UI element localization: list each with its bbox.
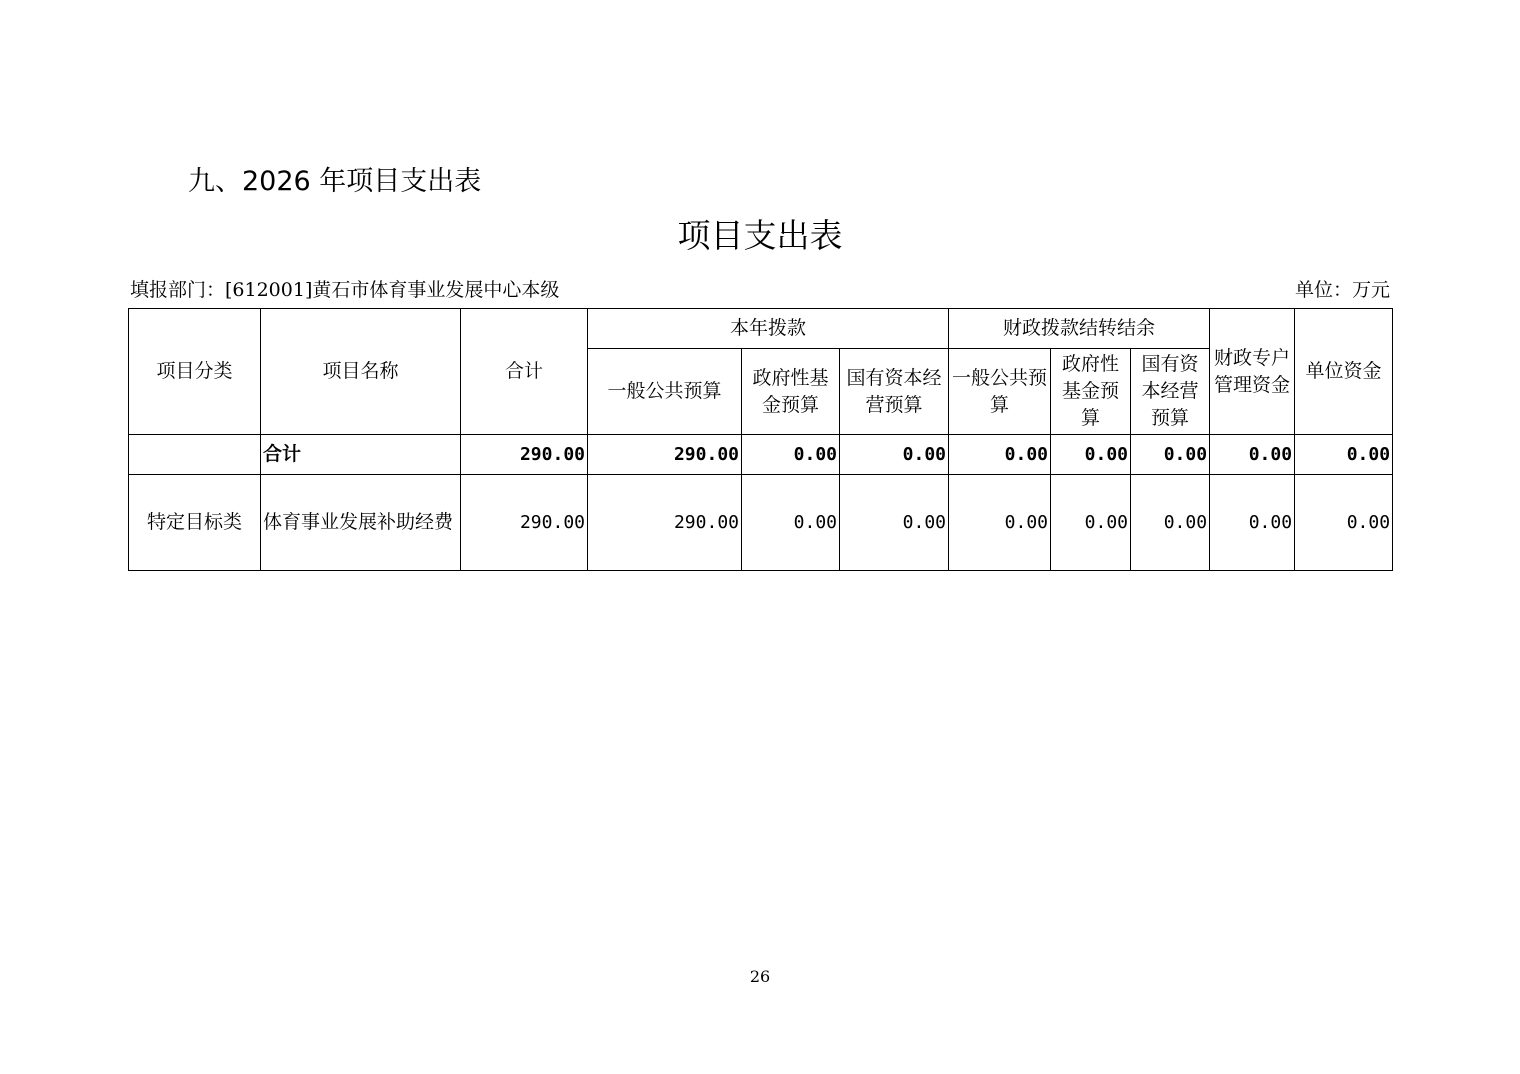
header-state-capital-budget: 国有资本经营预算 bbox=[840, 349, 949, 435]
header-name: 项目名称 bbox=[261, 309, 461, 435]
header-total: 合计 bbox=[461, 309, 588, 435]
header-category: 项目分类 bbox=[129, 309, 261, 435]
header-gov-fund-budget: 政府性基金预算 bbox=[742, 349, 840, 435]
header-carry-state-capital-budget: 国有资本经营预算 bbox=[1131, 349, 1210, 435]
header-unit-fund: 单位资金 bbox=[1295, 309, 1393, 435]
header-current-allocation: 本年拨款 bbox=[588, 309, 949, 349]
total-category-cell bbox=[129, 435, 261, 475]
row-category: 特定目标类 bbox=[129, 475, 261, 571]
project-expenditure-table bbox=[128, 308, 1393, 571]
row-value-carry-gov-fund-budget: 0.00 bbox=[1051, 475, 1131, 571]
total-label: 合计 bbox=[261, 435, 461, 475]
row-value-state-capital-budget: 0.00 bbox=[840, 475, 949, 571]
header-carry-general-budget: 一般公共预算 bbox=[949, 349, 1051, 435]
row-value-total: 290.00 bbox=[461, 475, 588, 571]
header-row-1 bbox=[129, 309, 1393, 349]
total-value-general-budget: 290.00 bbox=[588, 435, 742, 475]
total-value-carry-gov-fund-budget: 0.00 bbox=[1051, 435, 1131, 475]
total-value-state-capital-budget: 0.00 bbox=[840, 435, 949, 475]
header-carry-gov-fund-budget: 政府性基金预算 bbox=[1051, 349, 1131, 435]
row-value-carry-general-budget: 0.00 bbox=[949, 475, 1051, 571]
department-label: 填报部门：[612001]黄石市体育事业发展中心本级 bbox=[130, 279, 560, 301]
header-special-fund: 财政专户管理资金 bbox=[1210, 309, 1295, 435]
table-row bbox=[129, 475, 1393, 571]
row-value-special-fund: 0.00 bbox=[1210, 475, 1295, 571]
total-value-special-fund: 0.00 bbox=[1210, 435, 1295, 475]
table-title: 项目支出表 bbox=[677, 216, 843, 255]
row-value-general-budget: 290.00 bbox=[588, 475, 742, 571]
row-value-gov-fund-budget: 0.00 bbox=[742, 475, 840, 571]
unit-label: 单位：万元 bbox=[1294, 279, 1390, 301]
total-value-carry-general-budget: 0.00 bbox=[949, 435, 1051, 475]
page-number: 26 bbox=[749, 967, 771, 986]
total-value-total: 290.00 bbox=[461, 435, 588, 475]
header-carryover: 财政拨款结转结余 bbox=[949, 309, 1210, 349]
row-value-carry-state-capital-budget: 0.00 bbox=[1131, 475, 1210, 571]
total-value-gov-fund-budget: 0.00 bbox=[742, 435, 840, 475]
header-general-budget: 一般公共预算 bbox=[588, 349, 742, 435]
section-heading: 九、2026 年项目支出表 bbox=[188, 166, 482, 197]
total-value-carry-state-capital-budget: 0.00 bbox=[1131, 435, 1210, 475]
row-value-unit-fund: 0.00 bbox=[1295, 475, 1393, 571]
total-row bbox=[129, 435, 1393, 475]
total-value-unit-fund: 0.00 bbox=[1295, 435, 1393, 475]
row-project-name: 体育事业发展补助经费 bbox=[261, 475, 461, 571]
